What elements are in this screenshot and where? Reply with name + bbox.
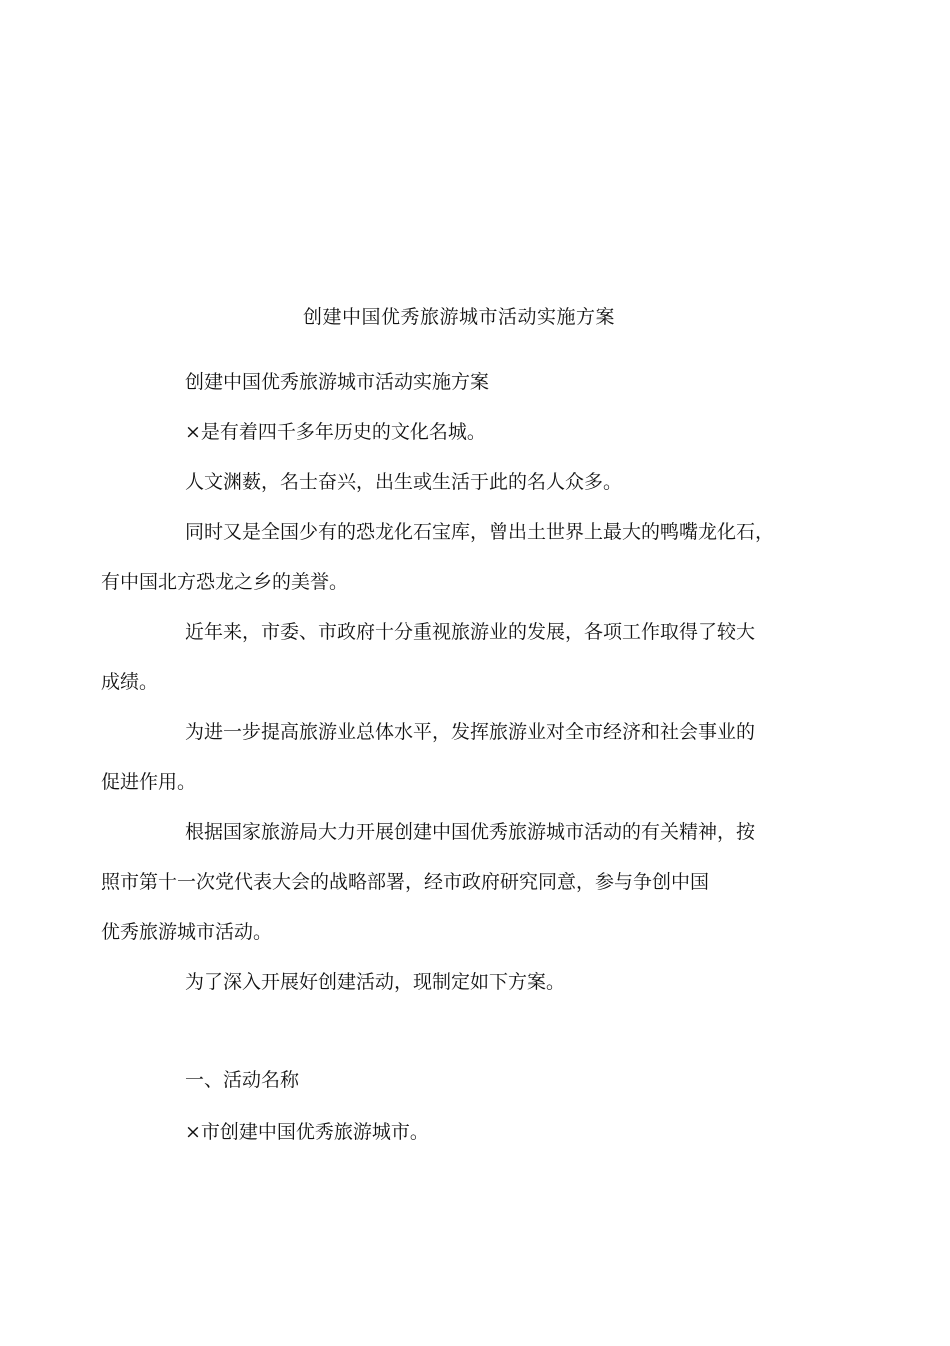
document-title: 创建中国优秀旅游城市活动实施方案 [302,306,615,328]
paragraph-line: 为了深入开展好创建活动，现制定如下方案。 [185,971,566,993]
paragraph-plan [143,957,763,1007]
paragraph-line: 近年来，市委、市政府十分重视旅游业的发展，各项工作取得了较大 [185,621,756,643]
paragraph-line: 创建中国优秀旅游城市活动实施方案 [185,371,490,393]
paragraph-line: 为进一步提高旅游业总体水平，发挥旅游业对全市经济和社会事业的 [185,721,756,743]
section-heading-activity-name [143,1055,763,1105]
paragraph-line: 人文渊薮，名士奋兴，出生或生活于此的名人众多。 [185,471,623,493]
paragraph-achievements [101,607,763,707]
paragraph-activity-name [143,1107,763,1157]
paragraph-history [143,407,763,457]
section-heading: 一、活动名称 [185,1069,300,1091]
paragraph-line: ×是有着四千多年历史的文化名城。 [185,421,486,443]
paragraph-line: 同时又是全国少有的恐龙化石宝库，曾出土世界上最大的鸭嘴龙化石， [185,521,775,543]
paragraph-line: 促进作用。 [101,771,197,793]
paragraph-line: 优秀旅游城市活动。 [101,921,273,943]
paragraph-line: 有中国北方恐龙之乡的美誉。 [101,571,349,593]
paragraph-dinosaur [101,507,775,607]
paragraph-line: ×市创建中国优秀旅游城市。 [185,1121,429,1143]
paragraph-basis [101,807,763,957]
paragraph-culture [143,457,763,507]
paragraph-line: 根据国家旅游局大力开展创建中国优秀旅游城市活动的有关精神，按 [185,821,756,843]
paragraph-purpose [101,707,763,807]
paragraph-line: 照市第十一次党代表大会的战略部署，经市政府研究同意，参与争创中国 [101,871,710,893]
paragraph-line: 成绩。 [101,671,159,693]
paragraph-subtitle [143,357,763,407]
